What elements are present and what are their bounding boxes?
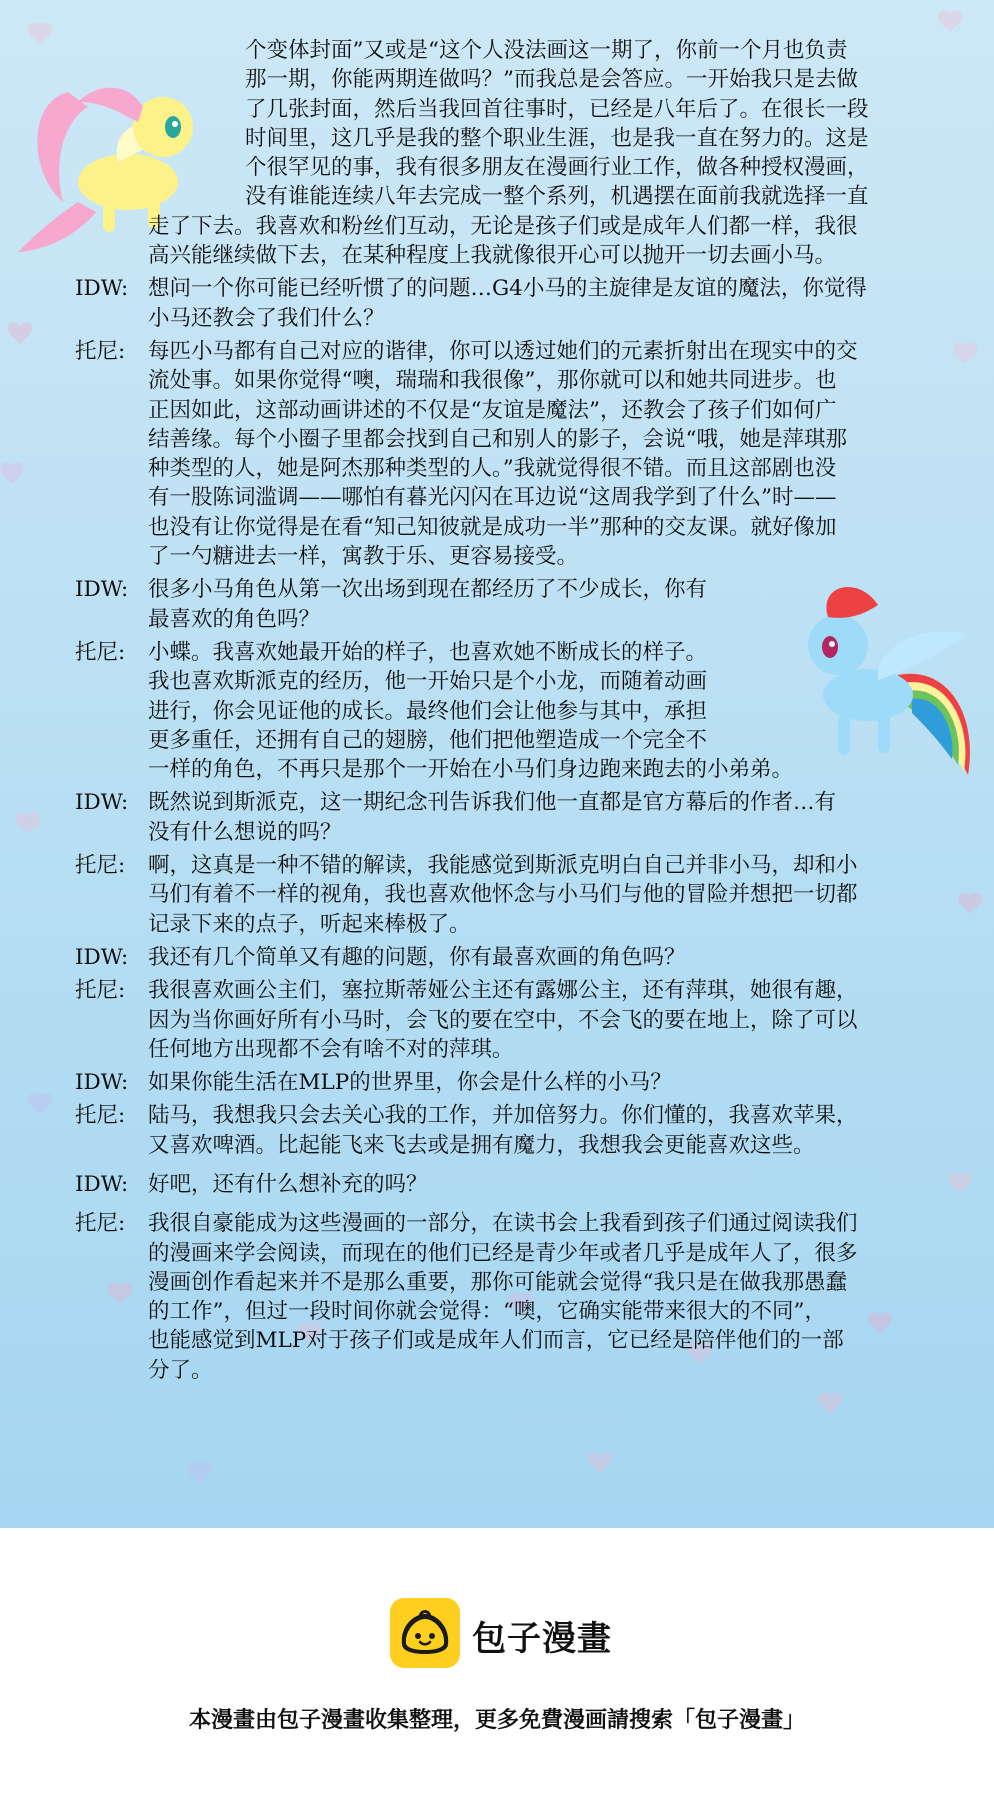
interview-text [75,36,955,1385]
site-logo-text[interactable]: 包子漫畫 [472,1619,612,1659]
text-line: 了几张封面，然后当我回首往事时，已经是八年后了。在很长一段 [245,96,869,122]
text-line: 既然说到斯派克，这一期纪念刊告诉我们他一直都是官方幕后的作者…有 [148,790,837,816]
text-line: 结善缘。每个小圈子里都会找到自己和别人的影子，会说“哦，她是萍琪那 [148,426,847,452]
footer-note: 本漫畫由包子漫畫收集整理，更多免費漫画請搜索「包子漫畫」 [188,1708,805,1733]
text-line: 我也喜欢斯派克的经历，他一开始只是个小龙，而随着动画 [148,669,708,695]
text-line: 最喜欢的角色吗？ [148,606,321,632]
text-line: 没有谁能连续八年去完成一整个系列，机遇摆在面前我就选择一直 [245,184,869,210]
text-line: 很多小马角色从第一次出场到现在都经历了不少成长，你有 [148,577,708,603]
text-line: 种类型的人，她是阿杰那种类型的人。”我就觉得很不错。而且这部剧也没 [148,456,837,482]
text-line: 如果你能生活在MLP的世界里，你会是什么样的小马？ [148,1070,672,1096]
speaker-label: 托尼: [75,639,126,665]
text-line: 我很自豪能成为这些漫画的一部分，在读书会上我看到孩子们通过阅读我们 [148,1211,858,1237]
qa-block [75,274,955,333]
text-line: 也没有让你觉得是在看“知己知彼就是成功一半”那种的交友课。就好像加 [148,514,837,540]
text-line: 个很罕见的事，我有很多朋友在漫画行业工作，做各种授权漫画， [245,155,869,181]
text-line: 走了下去。我喜欢和粉丝们互动，无论是孩子们或是成年人们都一样，我很 [148,213,858,239]
text-line: 有一股陈词滥调——哪怕有暮光闪闪在耳边说“这周我学到了什么”时—— [148,485,837,511]
text-line: 陆马，我想我只会去关心我的工作，并加倍努力。你们懂的，我喜欢苹果， [148,1103,858,1129]
text-line: 的工作”，但过一段时间你就会觉得：“噢，它确实能带来很大的不同”， [148,1299,826,1325]
text-line: 更多重任，还拥有自己的翅膀，他们把他塑造成一个完全不 [148,727,708,753]
text-line: 我很喜欢画公主们，塞拉斯蒂娅公主还有露娜公主，还有萍琪，她很有趣， [148,978,858,1004]
text-line: 因为当你画好所有小马时，会飞的要在空中，不会飞的要在地上，除了可以 [148,1007,858,1033]
baozi-bun-logo-icon[interactable] [390,1598,460,1668]
speaker-label: IDW: [75,1070,129,1096]
text-line: 小马还教会了我们什么？ [148,305,385,331]
text-line: 也能感觉到MLP对于孩子们或是成年人们而言，它已经是陪伴他们的一部 [148,1328,844,1354]
text-line: 正因如此，这部动画讲述的不仅是“友谊是魔法”，还教会了孩子们如何广 [148,397,837,423]
text-line: 啊，这真是一种不错的解读，我能感觉到斯派克明白自己并非小马，却和小 [148,853,858,879]
speaker-label: IDW: [75,577,129,603]
text-line: 高兴能继续做下去，在某种程度上我就像很开心可以抛开一切去画小马。 [148,243,837,269]
text-line: 了一勺糖进去一样，寓教于乐、更容易接受。 [148,544,579,570]
speaker-label: IDW: [75,1171,129,1197]
text-line: 想问一个你可能已经听惯了的问题…G4小马的主旋律是友谊的魔法，你觉得 [148,276,867,302]
text-line: 流处事。如果你觉得“噢，瑞瑞和我很像”，那你就可以和她共同进步。也 [148,368,837,394]
text-line: 一样的角色，不再只是那个一开始在小马们身边跑来跑去的小弟弟。 [148,757,794,783]
text-line: 小蝶。我喜欢她最开始的样子，也喜欢她不断成长的样子。 [148,639,708,665]
text-line: 每匹小马都有自己对应的谐律，你可以透过她们的元素折射出在现实中的交 [148,338,858,364]
qa-block [75,1170,955,1199]
text-line: 漫画创作看起来并不是那么重要，那你可能就会觉得“我只是在做我那愚蠢 [148,1269,847,1295]
speaker-label: 托尼: [75,1211,126,1237]
text-line: 个变体封面”又或是“这个人没法画这一期了，你前一个月也负责 [245,38,848,63]
qa-block [75,976,955,1064]
text-line: 没有什么想说的吗？ [148,819,342,845]
speaker-label: 托尼: [75,338,126,364]
text-line: 我还有几个简单又有趣的问题，你有最喜欢画的角色吗？ [148,944,686,970]
qa-block [75,943,955,972]
text-line: 好吧，还有什么想补充的吗？ [148,1171,428,1197]
qa-block [75,1101,955,1160]
text-line: 时间里，这几乎是我的整个职业生涯，也是我一直在努力的。这是 [245,125,869,151]
qa-block [75,638,955,784]
text-line: 又喜欢啤酒。比起能飞来飞去或是拥有魔力，我想我会更能喜欢这些。 [148,1132,815,1158]
speaker-label: IDW: [75,944,129,970]
text-line: 的漫画来学会阅读，而现在的他们已经是青少年或者几乎是成年人了，很多 [148,1240,858,1266]
text-line: 那一期，你能两期连做吗？”而我总是会答应。一开始我只是去做 [245,67,858,93]
qa-block [75,337,955,571]
text-line: 进行，你会见证他的成长。最终他们会让他参与其中，承担 [148,698,708,724]
speaker-label: 托尼: [75,978,126,1004]
speaker-label: IDW: [75,276,129,302]
text-line: 马们有着不一样的视角，我也喜欢他怀念与小马们与他的冒险并想把一切都 [148,882,858,908]
qa-block [75,788,955,847]
qa-block [75,1209,955,1385]
speaker-label: 托尼: [75,853,126,879]
text-line: 记录下来的点子，听起来棒极了。 [148,911,471,937]
speaker-label: IDW: [75,790,129,816]
qa-block [75,1068,955,1097]
intro-paragraph [75,36,955,270]
speaker-label: 托尼: [75,1103,126,1129]
qa-block [75,575,955,634]
qa-block [75,851,955,939]
text-line: 分了。 [148,1357,213,1383]
text-line: 任何地方出现都不会有啥不对的萍琪。 [148,1036,514,1062]
site-footer [0,1528,994,1810]
